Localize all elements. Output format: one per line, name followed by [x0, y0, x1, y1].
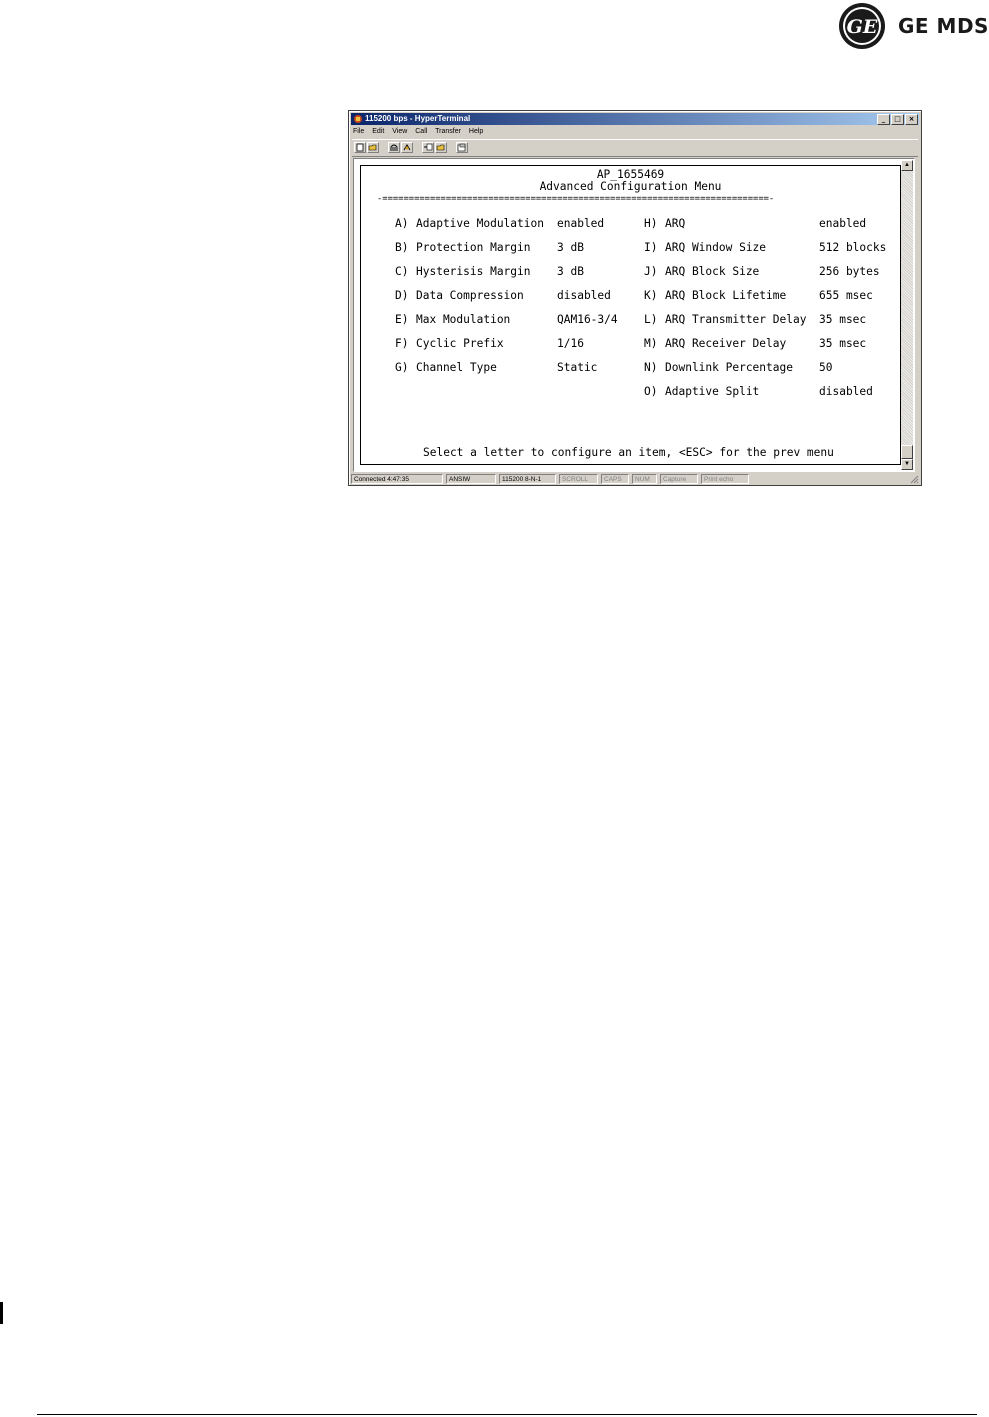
- toolbar: [352, 139, 918, 157]
- key-i: I): [644, 241, 658, 254]
- status-caps: CAPS: [601, 474, 629, 484]
- hyperterminal-icon: [353, 114, 363, 124]
- value-hysterisis-margin: 3 dB: [557, 265, 584, 278]
- value-arq-receiver-delay: 35 msec: [819, 337, 867, 350]
- phone-icon: [389, 143, 399, 152]
- status-num: NUM: [632, 474, 657, 484]
- label-arq-block-size: ARQ Block Size: [665, 265, 760, 278]
- close-button[interactable]: ×: [905, 114, 918, 125]
- scroll-thumb[interactable]: [901, 445, 913, 459]
- label-channel-type: Channel Type: [416, 361, 497, 374]
- window-title: 115200 bps - HyperTerminal: [365, 114, 471, 123]
- value-protection-margin: 3 dB: [557, 241, 584, 254]
- send-icon: [423, 143, 433, 152]
- send-button[interactable]: [422, 142, 434, 153]
- label-data-compression: Data Compression: [416, 289, 524, 302]
- label-arq-transmitter-delay: ARQ Transmitter Delay: [665, 313, 807, 326]
- key-m: M): [644, 337, 658, 350]
- value-cyclic-prefix: 1/16: [557, 337, 584, 350]
- properties-icon: [457, 143, 467, 152]
- maximize-button[interactable]: □: [891, 114, 904, 125]
- device-name: AP_1655469: [596, 168, 665, 181]
- prompt-text: Select a letter to configure an item, <ESC> for the prev menu: [423, 446, 834, 459]
- menu-call[interactable]: Call: [415, 128, 428, 135]
- new-icon: [355, 143, 365, 152]
- brand-name: GE MDS: [898, 14, 989, 38]
- label-arq: ARQ: [665, 217, 686, 230]
- properties-button[interactable]: [456, 142, 468, 153]
- label-max-modulation: Max Modulation: [416, 313, 511, 326]
- value-max-modulation: QAM16-3/4: [557, 313, 618, 326]
- scroll-up-icon[interactable]: ▲: [901, 160, 913, 171]
- key-n: N): [644, 361, 658, 374]
- label-protection-margin: Protection Margin: [416, 241, 531, 254]
- receive-button[interactable]: [435, 142, 447, 153]
- terminal-area[interactable]: [353, 158, 915, 472]
- status-bar: [351, 474, 919, 485]
- key-f: F): [395, 337, 409, 350]
- status-settings: 115200 8-N-1: [499, 474, 556, 484]
- label-hysterisis-margin: Hysterisis Margin: [416, 265, 531, 278]
- key-l: L): [644, 313, 658, 326]
- label-downlink-percentage: Downlink Percentage: [665, 361, 793, 374]
- value-channel-type: Static: [557, 361, 598, 374]
- new-button[interactable]: [354, 142, 366, 153]
- value-arq-block-lifetime: 655 msec: [819, 289, 873, 302]
- menu-transfer[interactable]: Transfer: [435, 128, 461, 135]
- key-b: B): [395, 241, 409, 254]
- menu-help[interactable]: Help: [468, 128, 484, 135]
- value-arq-transmitter-delay: 35 msec: [819, 313, 867, 326]
- ge-seal-icon: [838, 2, 886, 50]
- menu-bar: [353, 127, 489, 137]
- key-o: O): [644, 385, 658, 398]
- value-arq-block-size: 256 bytes: [819, 265, 880, 278]
- key-e: E): [395, 313, 409, 326]
- call-button[interactable]: [388, 142, 400, 153]
- terminal-screen: [360, 165, 901, 465]
- receive-icon: [436, 143, 446, 152]
- minimize-button[interactable]: _: [877, 114, 890, 125]
- key-a: A): [395, 217, 409, 230]
- label-adaptive-split: Adaptive Split: [665, 385, 760, 398]
- status-print-echo: Print echo: [701, 474, 749, 484]
- separator-line: -=========================================================================-: [377, 194, 775, 204]
- scroll-down-icon[interactable]: ▼: [901, 459, 913, 470]
- label-arq-receiver-delay: ARQ Receiver Delay: [665, 337, 787, 350]
- hyperterminal-window: [348, 110, 922, 486]
- menu-view[interactable]: View: [392, 128, 408, 135]
- key-c: C): [395, 265, 409, 278]
- menu-title: Advanced Configuration Menu: [539, 180, 722, 193]
- title-bar[interactable]: [351, 113, 919, 125]
- label-cyclic-prefix: Cyclic Prefix: [416, 337, 504, 350]
- footer-rule: [37, 1414, 977, 1415]
- status-capture: Capture: [660, 474, 698, 484]
- hangup-button[interactable]: [401, 142, 413, 153]
- key-h: H): [644, 217, 658, 230]
- resize-grip-icon[interactable]: [909, 474, 919, 484]
- menu-edit[interactable]: Edit: [372, 128, 385, 135]
- change-bar: [0, 1302, 3, 1324]
- hangup-icon: [402, 143, 412, 152]
- value-adaptive-modulation: enabled: [557, 217, 605, 230]
- value-downlink-percentage: 50: [819, 361, 833, 374]
- svg-text:GE: GE: [846, 16, 878, 38]
- value-adaptive-split: disabled: [819, 385, 873, 398]
- key-j: J): [644, 265, 658, 278]
- status-connected: Connected 4:47:35: [351, 474, 443, 484]
- open-button[interactable]: [367, 142, 379, 153]
- key-k: K): [644, 289, 658, 302]
- label-adaptive-modulation: Adaptive Modulation: [416, 217, 544, 230]
- menu-file[interactable]: File: [353, 128, 365, 135]
- vertical-scrollbar[interactable]: [901, 160, 913, 470]
- value-arq: enabled: [819, 217, 867, 230]
- key-g: G): [395, 361, 409, 374]
- ge-mds-logo: [838, 2, 989, 50]
- key-d: D): [395, 289, 409, 302]
- status-emulation: ANSIW: [446, 474, 496, 484]
- status-scroll: SCROLL: [559, 474, 598, 484]
- label-arq-block-lifetime: ARQ Block Lifetime: [665, 289, 787, 302]
- label-arq-window-size: ARQ Window Size: [665, 241, 767, 254]
- value-data-compression: disabled: [557, 289, 611, 302]
- value-arq-window-size: 512 blocks: [819, 241, 887, 254]
- open-icon: [368, 143, 378, 152]
